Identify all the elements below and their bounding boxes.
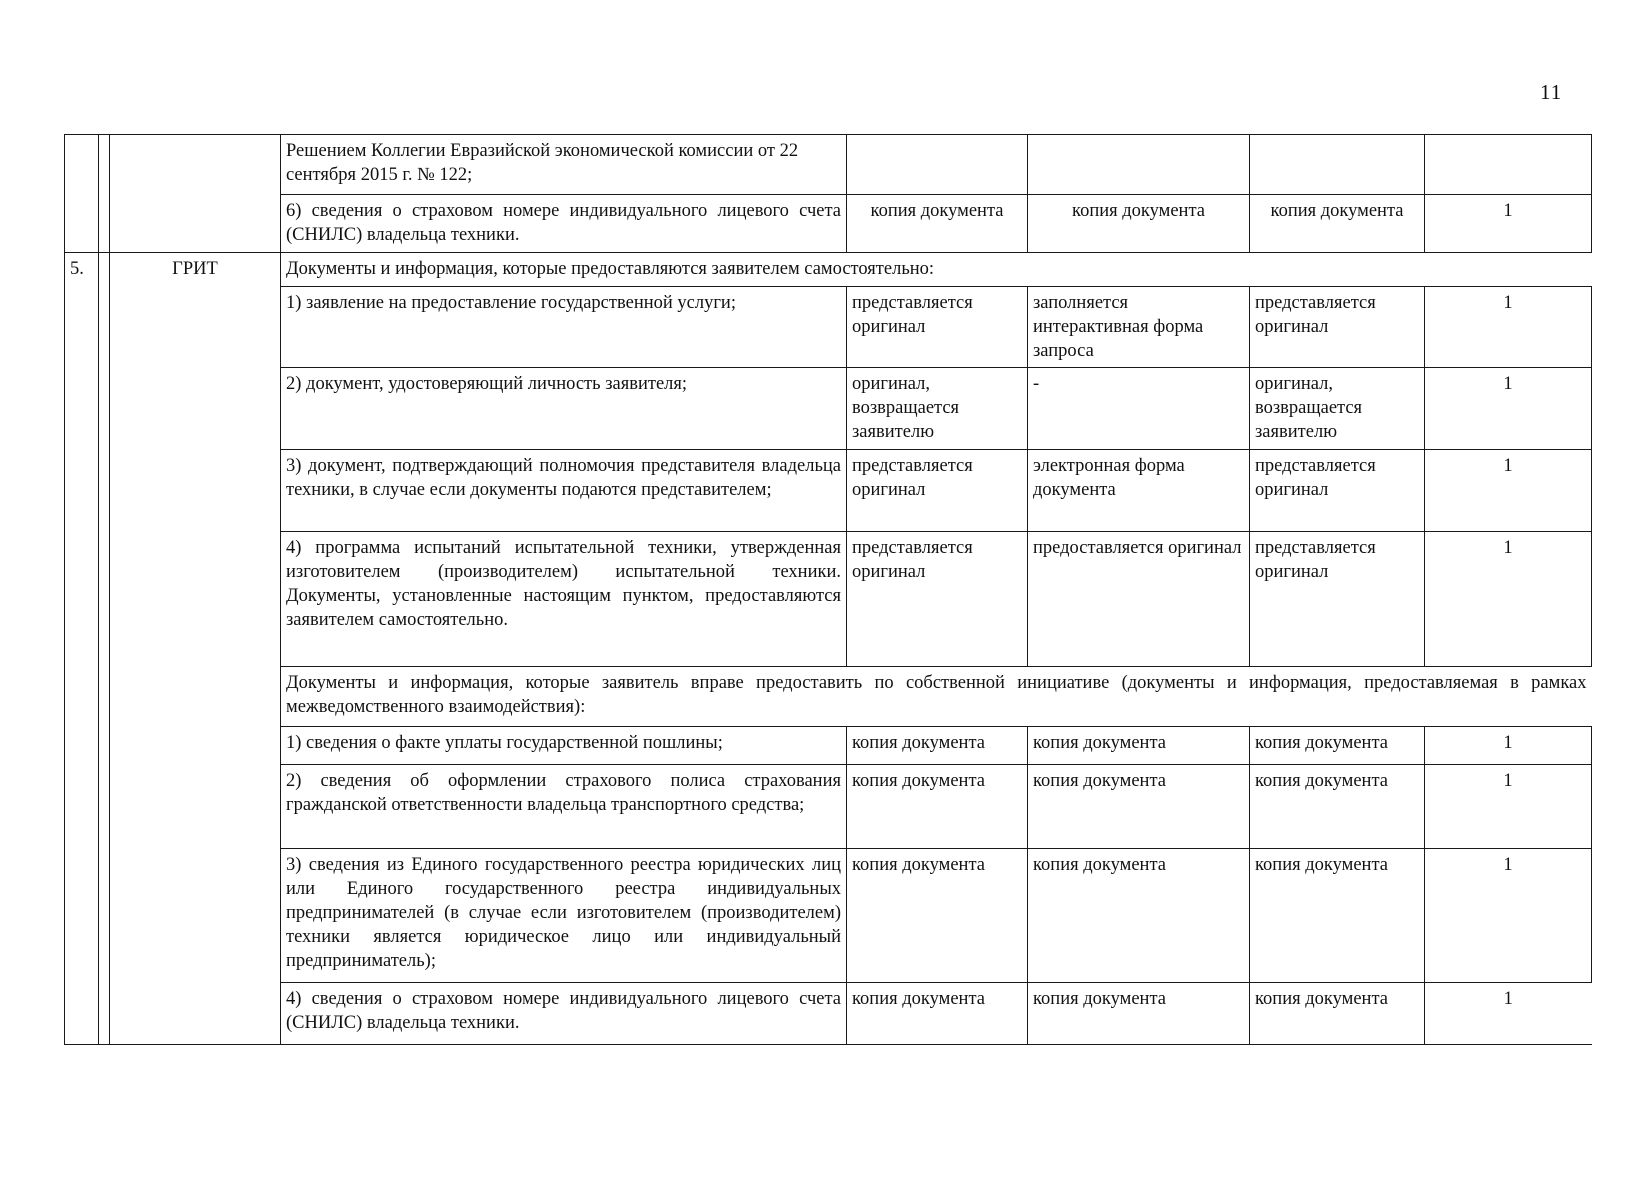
document-cell: 3) документ, подтверждающий полномочия представителя владельца техники, в случае если документы подаются представителем; [281, 450, 847, 532]
document-cell: 3) сведения из Единого государственного реестра юридических лиц или Единого государственного реестра индивидуальных предпринимателей (в случае если изготовителем (производителем) техники является юридическое лицо или индивидуальный предприниматель); [281, 849, 847, 983]
cell-a: копия документа [847, 195, 1028, 253]
table-row [65, 532, 1592, 667]
cell-b: копия документа [1028, 727, 1250, 765]
cell-d: 1 [1425, 368, 1592, 450]
cell-c: оригинал, возвращается заявителю [1250, 368, 1425, 450]
section-header-row [65, 253, 1592, 287]
document-cell: 6) сведения о страховом номере индивидуального лицевого счета (СНИЛС) владельца техники. [281, 195, 847, 253]
cell-d: 1 [1425, 195, 1592, 253]
cell-b: копия документа [1028, 765, 1250, 849]
table-row [65, 983, 1592, 1045]
cell-d: 1 [1425, 727, 1592, 765]
divider-cell [99, 253, 110, 1045]
table-row [65, 849, 1592, 983]
table-row [65, 450, 1592, 532]
service-name-cell: ГРИТ [110, 253, 281, 1045]
cell-b: копия документа [1028, 983, 1250, 1045]
document-cell: 1) сведения о факте уплаты государственной пошлины; [281, 727, 847, 765]
cell-c: копия документа [1250, 727, 1425, 765]
cell-d: 1 [1425, 983, 1592, 1045]
cell-c [1250, 135, 1425, 195]
cell-b: - [1028, 368, 1250, 450]
cell-a: представляется оригинал [847, 450, 1028, 532]
cell-b: копия документа [1028, 195, 1250, 253]
initiative-docs-header: Документы и информация, которые заявитель вправе предоставить по собственной инициативе (документы и информация, предоставляемая в рамках межведомственного взаимодействия): [281, 667, 1592, 727]
document-cell: 2) сведения об оформлении страхового полиса страхования гражданской ответственности владельца транспортного средства; [281, 765, 847, 849]
cell-a: копия документа [847, 849, 1028, 983]
document-cell: 4) программа испытаний испытательной техники, утвержденная изготовителем (производителем) испытательной техники. Документы, установленные настоящим пунктом, предоставляются заявителем самостоятельно. [281, 532, 847, 667]
table-row [65, 765, 1592, 849]
document-cell: 2) документ, удостоверяющий личность заявителя; [281, 368, 847, 450]
table-row [65, 195, 1592, 253]
cell-b: предоставляется оригинал [1028, 532, 1250, 667]
document-cell: Решением Коллегии Евразийской экономической комиссии от 22 сентября 2015 г. № 122; [281, 135, 847, 195]
cell-a: копия документа [847, 727, 1028, 765]
document-cell: 1) заявление на предоставление государственной услуги; [281, 287, 847, 368]
cell-b: копия документа [1028, 849, 1250, 983]
cell-b: заполняется интерактивная форма запроса [1028, 287, 1250, 368]
cell-c: представляется оригинал [1250, 532, 1425, 667]
number-cell [65, 135, 99, 253]
cell-c: представляется оригинал [1250, 287, 1425, 368]
cell-c: копия документа [1250, 983, 1425, 1045]
cell-a [847, 135, 1028, 195]
cell-b [1028, 135, 1250, 195]
documents-table [64, 134, 1592, 1045]
cell-c: представляется оригинал [1250, 450, 1425, 532]
service-name-cell [110, 135, 281, 253]
cell-d: 1 [1425, 287, 1592, 368]
divider-cell [99, 135, 110, 253]
table-row [65, 727, 1592, 765]
cell-a: копия документа [847, 765, 1028, 849]
cell-b: электронная форма документа [1028, 450, 1250, 532]
self-docs-header: Документы и информация, которые предоставляются заявителем самостоятельно: [281, 253, 1592, 287]
cell-d: 1 [1425, 450, 1592, 532]
table-row [65, 368, 1592, 450]
cell-c: копия документа [1250, 195, 1425, 253]
table-row [65, 135, 1592, 195]
section-header-row [65, 667, 1592, 727]
cell-d [1425, 135, 1592, 195]
cell-a: представляется оригинал [847, 287, 1028, 368]
section-number-cell: 5. [65, 253, 99, 1045]
cell-a: оригинал, возвращается заявителю [847, 368, 1028, 450]
table-row [65, 287, 1592, 368]
cell-a: копия документа [847, 983, 1028, 1045]
cell-d: 1 [1425, 765, 1592, 849]
cell-c: копия документа [1250, 849, 1425, 983]
cell-c: копия документа [1250, 765, 1425, 849]
cell-a: представляется оригинал [847, 532, 1028, 667]
cell-d: 1 [1425, 532, 1592, 667]
page-number: 11 [1540, 80, 1563, 104]
document-cell: 4) сведения о страховом номере индивидуального лицевого счета (СНИЛС) владельца техники. [281, 983, 847, 1045]
cell-d: 1 [1425, 849, 1592, 983]
